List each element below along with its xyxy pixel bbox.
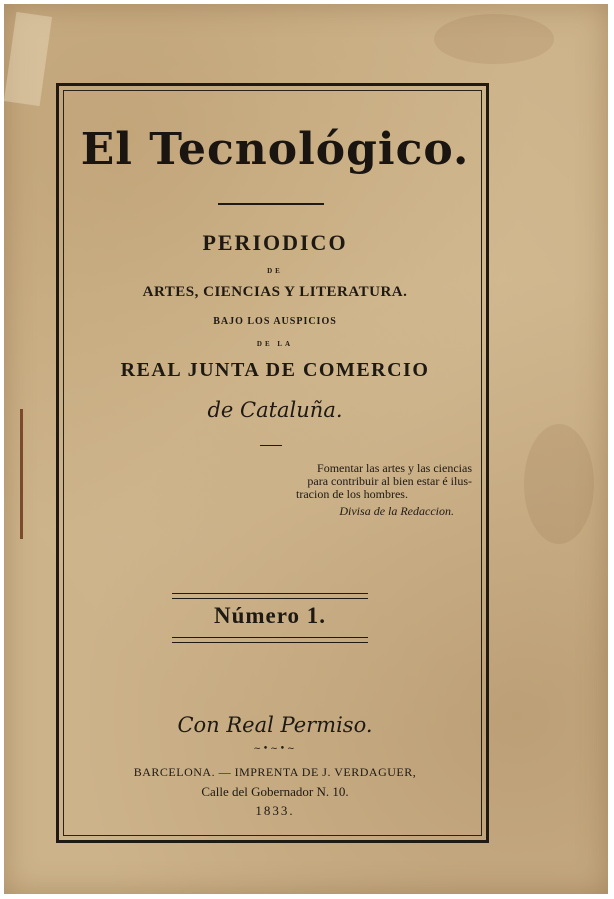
- periodical-heading: PERIODICO: [202, 230, 348, 255]
- motto-line-3: tracion de los hombres.: [296, 487, 408, 501]
- issue-number-box: [172, 593, 368, 643]
- subjects-line: ARTES, CIENCIAS Y LITERATURA.: [142, 284, 408, 300]
- ornament-divider: ~•~•~: [253, 744, 297, 754]
- periodical-title: El Tecnológico.: [80, 124, 470, 175]
- royal-permission: Con Real Permiso.: [177, 713, 373, 737]
- preposition-de: DE: [267, 267, 283, 275]
- binding-mark: [20, 409, 23, 539]
- issue-rule-bottom: [172, 637, 368, 643]
- auspices-line: BAJO LOS AUSPICIOS: [213, 316, 337, 327]
- motto-attribution: Divisa de la Redaccion.: [339, 504, 454, 518]
- paper-stain: [524, 424, 594, 544]
- cataluna-line: de Cataluña.: [207, 398, 343, 422]
- issue-number: Número 1.: [213, 603, 327, 628]
- paper-stain: [434, 14, 554, 64]
- torn-corner: [4, 12, 52, 106]
- short-divider: [260, 445, 282, 446]
- issue-rule-top: [172, 593, 368, 599]
- year-line: 1833.: [255, 803, 295, 818]
- motto-line-2: para contribuir al bien estar é ilus-: [307, 474, 472, 488]
- de-la-line: DE LA: [256, 340, 294, 348]
- address-line: Calle del Gobernador N. 10.: [201, 784, 349, 799]
- junta-line: REAL JUNTA DE COMERCIO: [120, 359, 430, 381]
- motto-line-1: Fomentar las artes y las ciencias: [317, 461, 472, 475]
- title-divider: [218, 203, 324, 205]
- imprint-line: BARCELONA. — IMPRENTA DE J. VERDAGUER,: [133, 765, 417, 779]
